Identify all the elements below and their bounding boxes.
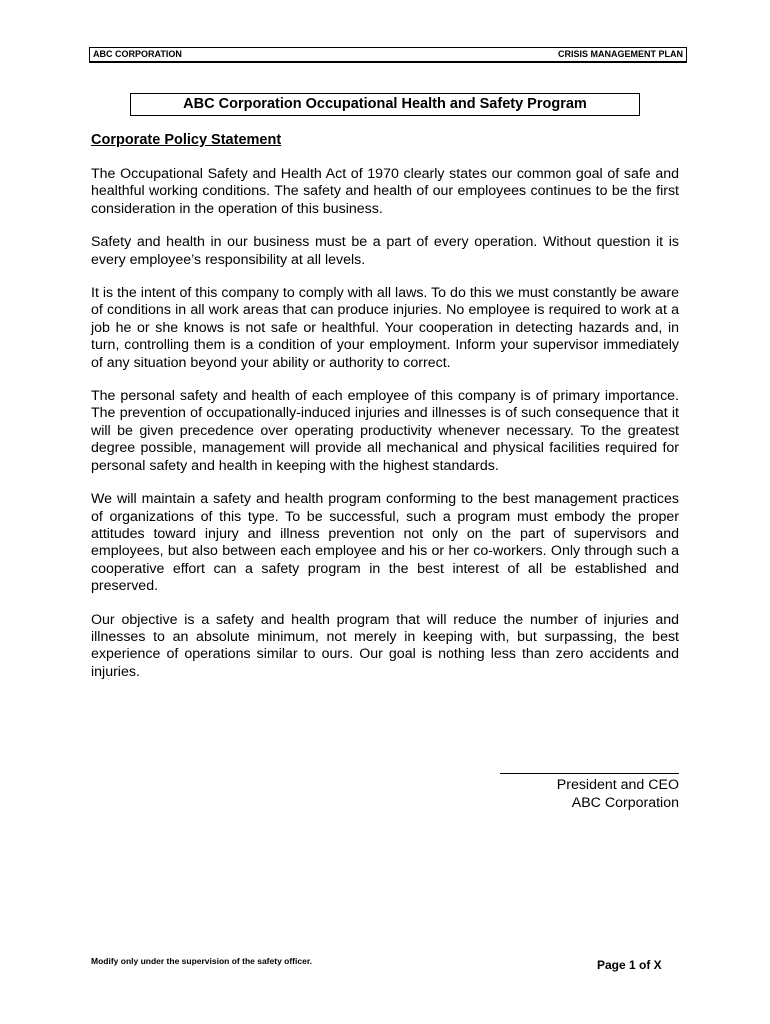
- footer-note: Modify only under the supervision of the safety officer.: [91, 956, 313, 966]
- section-heading: Corporate Policy Statement: [91, 132, 282, 148]
- paragraph: Our objective is a safety and health program that will reduce the number of injuries and illnesses to an absolute minimum, not merely in keeping with, but surpassing, the best experience of operations similar to ours. Our goal is nothing less than zero accidents and injuries.: [91, 611, 679, 680]
- policy-body: [91, 166, 679, 697]
- paragraph: It is the intent of this company to comply with all laws. To do this we must constantly be aware of conditions in all work areas that can produce injuries. No employee is required to work at a job he or she knows is not safe or healthful. Your cooperation in detecting hazards and, in turn, controlling them is a condition of your employment. Inform your supervisor immediately of any situation beyond your ability or authority to correct.: [91, 285, 679, 371]
- signature-block: [500, 773, 679, 812]
- page-header: [89, 47, 687, 63]
- paragraph: We will maintain a safety and health program conforming to the best management practices of organizations of this type. To be successful, such a program must embody the proper attitudes toward injury and illness prevention not only on the part of supervisors and employees, but also between each employee and his or her co-workers. Only through such a cooperative effort can a safety program in the best interest of all be established and preserved.: [91, 491, 679, 595]
- document-title: ABC Corporation Occupational Health and Safety Program: [130, 93, 640, 116]
- header-document-name: CRISIS MANAGEMENT PLAN: [557, 49, 683, 59]
- signature-title: President and CEO: [556, 777, 679, 793]
- paragraph: The Occupational Safety and Health Act of 1970 clearly states our common goal of safe and healthful working conditions. The safety and health of our employees continues to be the first consideration in the operation of this business.: [91, 166, 679, 217]
- signature-company: ABC Corporation: [571, 795, 679, 811]
- paragraph: Safety and health in our business must be a part of every operation. Without question it is every employee’s responsibility at all levels.: [91, 234, 679, 268]
- header-company: ABC CORPORATION: [93, 49, 182, 59]
- paragraph: The personal safety and health of each employee of this company is of primary importance. The prevention of occupationally-induced injuries and illnesses is of such consequence that it will be given precedence over operating productivity whenever necessary. To the greatest degree possible, management will provide all mechanical and physical facilities required for personal safety and health in keeping with the highest standards.: [91, 388, 679, 474]
- page-number: Page 1 of X: [597, 958, 662, 972]
